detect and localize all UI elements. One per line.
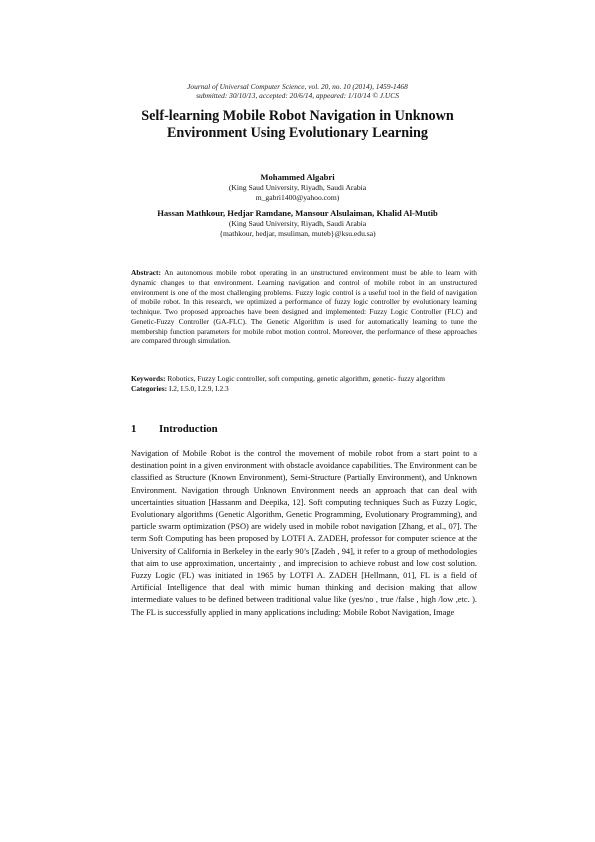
coauthor-names: Hassan Mathkour, Hedjar Ramdane, Mansour Alsulaiman, Khalid Al-Mutib: [157, 208, 438, 218]
author-block-2: [0, 208, 595, 238]
categories-label: Categories:: [131, 383, 168, 393]
author-name: Mohammed Algabri: [260, 172, 335, 182]
abstract: [131, 268, 477, 346]
journal-citation: Journal of Universal Computer Science, vol. 20, no. 10 (2014), 1459-1468: [187, 82, 408, 91]
abstract-label: Abstract:: [131, 268, 161, 277]
journal-header: [0, 82, 595, 100]
title-line-1: Self-learning Mobile Robot Navigation in Unknown: [141, 108, 454, 124]
coauthor-affiliation: (King Saud University, Riyadh, Saudi Arabia: [228, 219, 367, 228]
paper-title: [0, 108, 595, 142]
section-heading: [131, 423, 477, 436]
keywords-block: [131, 374, 477, 393]
categories-line: [131, 384, 477, 394]
title-line-2: Environment Using Evolutionary Learning: [166, 125, 429, 141]
author-affiliation: (King Saud University, Riyadh, Saudi Arabia: [228, 183, 367, 192]
section-title: Introduction: [159, 423, 218, 435]
author-email: m_gabri1400@yahoo.com): [255, 192, 340, 202]
categories-text: I.2, I.5.0, I.2.9, I.2.3: [168, 383, 229, 393]
keywords-line: [131, 374, 477, 384]
keywords-text: Robotics, Fuzzy Logic controller, soft computing, genetic algorithm, genetic- fuzzy algorithm: [167, 374, 445, 383]
submission-dates: submitted: 30/10/13, accepted: 20/6/14, appeared: 1/10/14 © J.UCS: [196, 91, 399, 100]
section-number: 1: [131, 423, 137, 435]
introduction-paragraph: Navigation of Mobile Robot is the control the movement of mobile robot from a start point to a destination point in a given environment with obstacle avoidance capabilities. The Environment can be classified as Structure (Known Environment), Semi-Structure (Partially Environment), and Unknown Environment. Navigation through Unknown Environment needs an approach that can deal with uncertainties situation [Hassanm and Deepika, 12]. Soft computing techniques Such as Fuzzy Logic, Evolutionary algorithms (Genetic Algorithm, Genetic Programming, Evolutionary Programming), and particle swarm optimization (PSO) are widely used in mobile robot navigation [Zhang, et al., 07]. The term Soft Computing has been proposed by LOTFI A. ZADEH, professor for computer science at the University of California in Berkeley in the early 90’s [Zadeh , 94], it refer to a group of methodologies that aim to use approximation, uncertainty , and imprecision to achieve robust and low cost solution. Fuzzy Logic (FL) was initiated in 1965 by LOTFI A. ZADEH [Hellmann, 01], FL is a field of Artificial Intelligence that deal with mimic human thinking and decision making that allow intermediate values to be defined between traditional value like (yes/no , true /false , high /low ,etc. ). The FL is successfully applied in many applications including: Mobile Robot Navigation, Image: [131, 449, 477, 617]
coauthor-emails: {mathkour, hedjar, msuliman, muteb}@ksu.edu.sa): [219, 228, 376, 238]
keywords-label: Keywords:: [131, 374, 166, 383]
author-block-1: [0, 172, 595, 202]
abstract-text: An autonomous mobile robot operating in an unstructured environment must be able to learn with dynamic changes to that environment. Learning navigation and control of mobile robot in an unstructured environment is one of the most challenging problems. Fuzzy logic control is a useful tool in the field of navigation of mobile robot. In this research, we optimized a performance of fuzzy logic controller by evolutionary learning technique. Two proposed approaches have been designed and implemented: Fuzzy Logic Controller (FLC) and Genetic-Fuzzy Controller (GA-FLC). The Genetic Algorithm is used for automatically learning to tune the membership function parameters for mobile robot motion control. Moreover, the performance of these approaches are compared through simulation.: [131, 268, 477, 346]
